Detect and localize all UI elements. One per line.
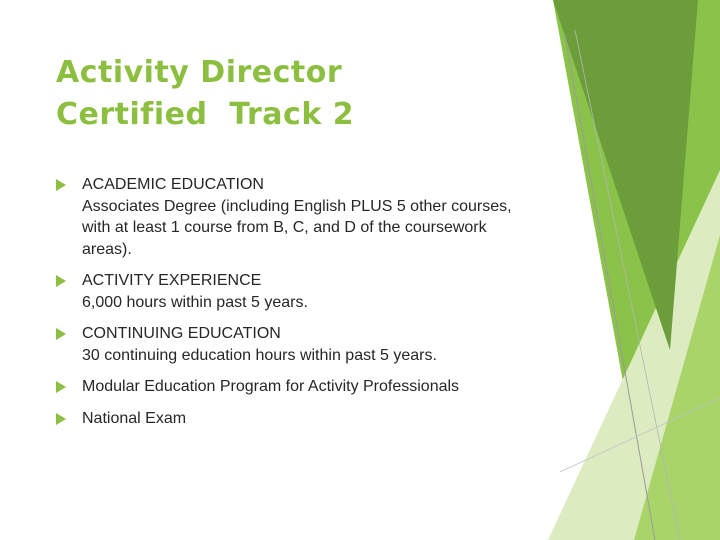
slide-title bbox=[56, 52, 536, 136]
right-triangle-arrow-icon bbox=[56, 328, 66, 340]
title-line-1: Activity Director bbox=[56, 55, 343, 90]
bullet-activity-experience bbox=[56, 270, 536, 313]
bullet-text: 30 continuing education hours within past 5 years. bbox=[82, 346, 437, 364]
bullet-text: National Exam bbox=[82, 409, 187, 427]
bullet-national-exam bbox=[56, 408, 536, 430]
bullet-heading: ACTIVITY EXPERIENCE bbox=[82, 272, 262, 289]
bullet-text: Modular Education Program for Activity Professionals bbox=[82, 378, 460, 395]
bullet-continuing-education bbox=[56, 323, 536, 366]
bullet-heading: ACADEMIC EDUCATION bbox=[82, 176, 264, 193]
bullet-academic-education bbox=[56, 174, 536, 260]
bullet-text: Associates Degree (including English PLUS 5 other courses, with at least 1 course from B, C, and D of the coursework areas). bbox=[82, 197, 512, 258]
bullet-text: 6,000 hours within past 5 years. bbox=[82, 293, 308, 311]
right-triangle-arrow-icon bbox=[56, 179, 66, 191]
bullet-modular-education bbox=[56, 376, 536, 398]
right-triangle-arrow-icon bbox=[56, 275, 66, 287]
bullet-heading: CONTINUING EDUCATION bbox=[82, 325, 281, 342]
right-triangle-arrow-icon bbox=[56, 381, 66, 393]
right-triangle-arrow-icon bbox=[56, 413, 66, 425]
title-line-2: Certified Track 2 bbox=[56, 97, 355, 132]
bullet-list bbox=[56, 174, 536, 439]
